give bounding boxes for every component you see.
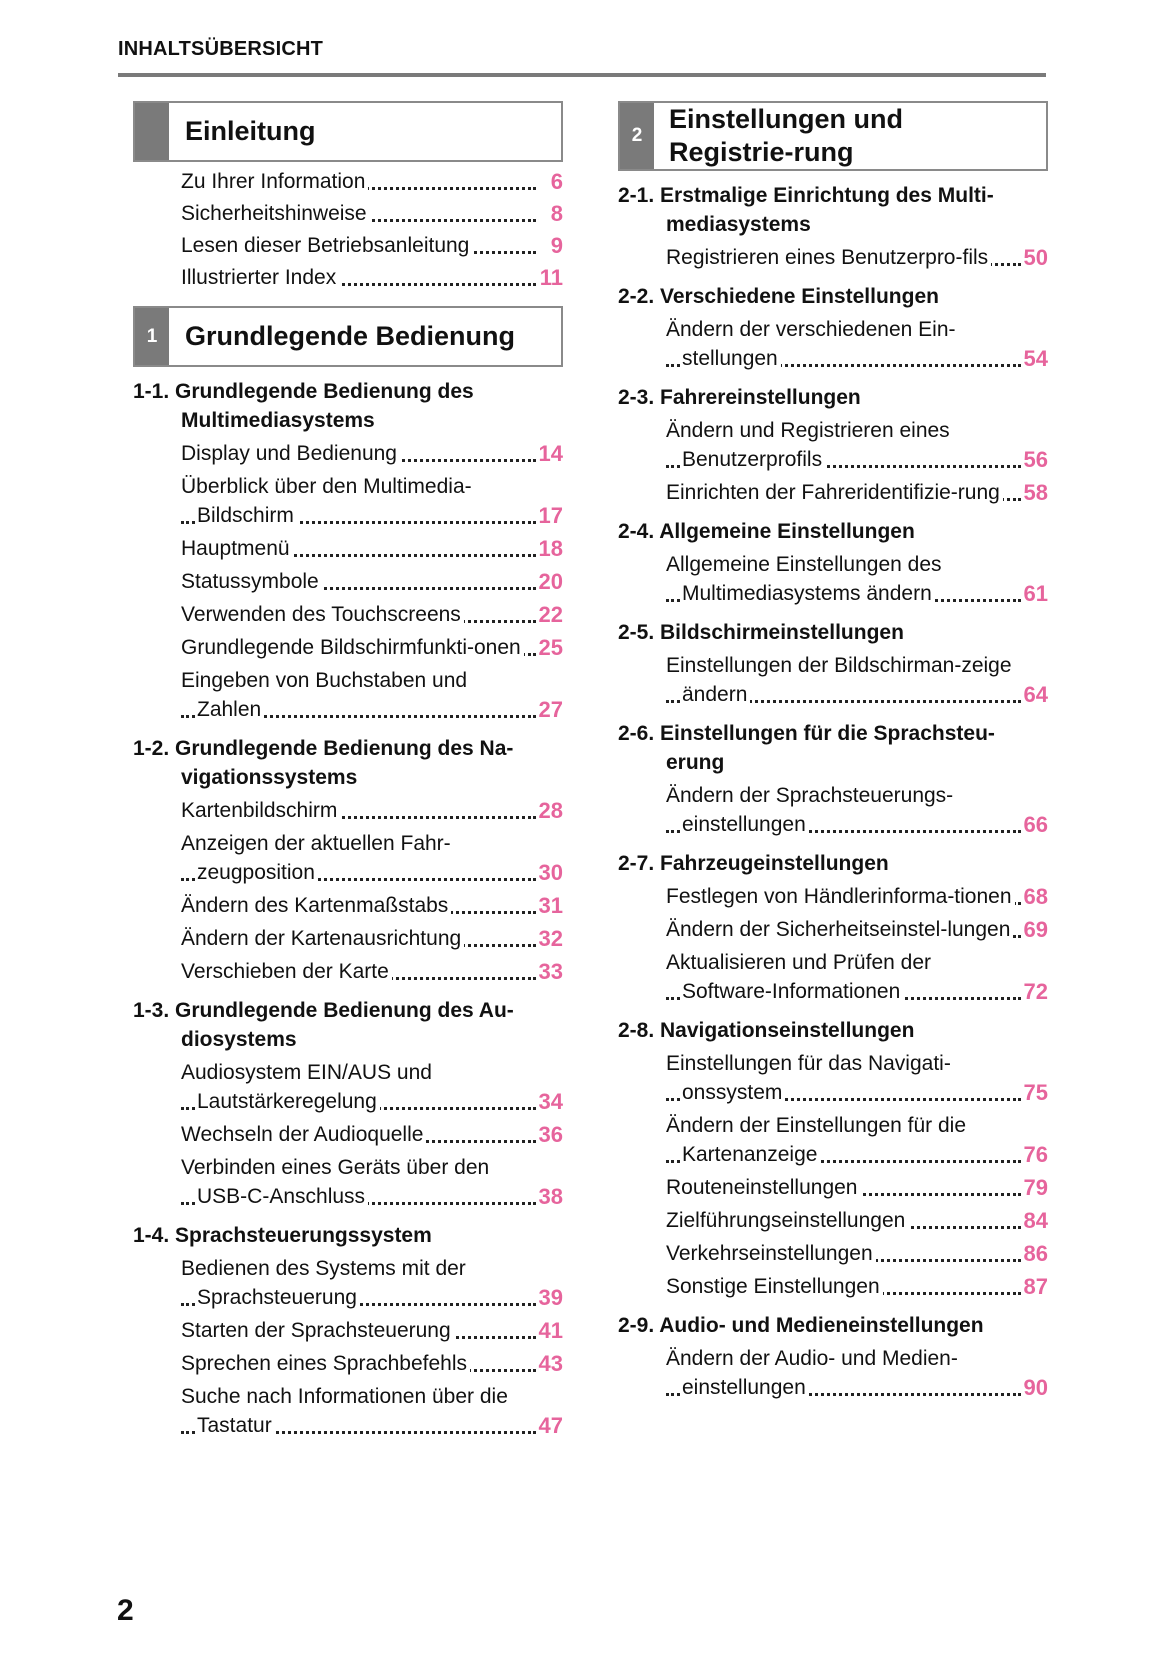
entry-label: Einstellungen der Bildschirman-zeige ändern bbox=[666, 654, 1012, 706]
page-link[interactable]: 38 bbox=[538, 1184, 563, 1209]
entry-label: Ändern der Kartenausrichtung bbox=[181, 927, 464, 950]
page-link[interactable]: 36 bbox=[538, 1122, 563, 1147]
page-link[interactable]: 79 bbox=[1023, 1175, 1048, 1200]
section-2-1 bbox=[618, 181, 1048, 272]
page-link[interactable]: 31 bbox=[538, 893, 563, 918]
page-link[interactable]: 33 bbox=[538, 959, 563, 984]
toc-entry[interactable] bbox=[133, 1316, 563, 1345]
toc-entry[interactable] bbox=[618, 948, 1048, 1006]
toc-entry[interactable] bbox=[618, 315, 1048, 373]
chapter-heading-1[interactable] bbox=[133, 306, 563, 367]
section-1-4 bbox=[133, 1221, 563, 1440]
toc-entry[interactable] bbox=[618, 550, 1048, 608]
toc-entry[interactable] bbox=[133, 167, 563, 196]
entry-label: Sonstige Einstellungen bbox=[666, 1275, 883, 1298]
entry-label: Verbinden eines Geräts über den USB-C-Anschluss bbox=[181, 1156, 490, 1208]
toc-entry[interactable] bbox=[618, 1272, 1048, 1301]
toc-entry[interactable] bbox=[618, 781, 1048, 839]
section-2-4 bbox=[618, 517, 1048, 608]
section-title[interactable]: 1-4. Sprachsteuerungssystem bbox=[133, 1224, 432, 1247]
toc-entry[interactable] bbox=[618, 1344, 1048, 1402]
toc-entry[interactable] bbox=[133, 199, 563, 228]
page-link[interactable]: 32 bbox=[538, 926, 563, 951]
page-link[interactable]: 20 bbox=[538, 569, 563, 594]
left-column bbox=[133, 101, 563, 1440]
section-title[interactable]: 1-3. Grundlegende Bedienung des Au-diosystems bbox=[133, 999, 514, 1051]
toc-entry[interactable] bbox=[133, 924, 563, 953]
section-2-5 bbox=[618, 618, 1048, 709]
toc-entry[interactable] bbox=[133, 633, 563, 662]
section-title[interactable]: 2-7. Fahrzeugeinstellungen bbox=[618, 852, 889, 875]
entry-label: Kartenbildschirm bbox=[181, 799, 340, 822]
page-header-title: INHALTSÜBERSICHT bbox=[118, 38, 324, 60]
entry-label: Zu Ihrer Information bbox=[181, 170, 368, 193]
entry-label: Wechseln der Audioquelle bbox=[181, 1123, 426, 1146]
toc-entry[interactable] bbox=[618, 478, 1048, 507]
page-link[interactable]: 84 bbox=[1023, 1208, 1048, 1233]
toc-entry[interactable] bbox=[133, 534, 563, 563]
page-link[interactable]: 28 bbox=[538, 798, 563, 823]
entry-label: Ändern der Audio- und Medien-einstellungen bbox=[666, 1347, 958, 1399]
toc-entry[interactable] bbox=[618, 1111, 1048, 1169]
entry-label: Statussymbole bbox=[181, 570, 322, 593]
page-link[interactable]: 75 bbox=[1023, 1080, 1048, 1105]
section-title[interactable]: 2-5. Bildschirmeinstellungen bbox=[618, 621, 904, 644]
page-link[interactable]: 8 bbox=[550, 201, 563, 226]
entry-label: Ändern des Kartenmaßstabs bbox=[181, 894, 451, 917]
toc-entry[interactable] bbox=[618, 1173, 1048, 1202]
header-rule bbox=[118, 73, 1046, 77]
toc-entry[interactable] bbox=[133, 1058, 563, 1116]
entry-label: Starten der Sprachsteuerung bbox=[181, 1319, 454, 1342]
page-link[interactable]: 34 bbox=[538, 1089, 563, 1114]
page-link[interactable]: 56 bbox=[1023, 447, 1048, 472]
chapter-title: Einstellungen und Registrie-rung bbox=[669, 104, 903, 167]
entry-label: Ändern der Sprachsteuerungs-einstellungen bbox=[666, 784, 954, 836]
entry-label: Sicherheitshinweise bbox=[181, 202, 370, 225]
page-link[interactable]: 27 bbox=[538, 697, 563, 722]
toc-entry[interactable] bbox=[133, 957, 563, 986]
chapter-title: Einleitung bbox=[185, 116, 316, 146]
page-link[interactable]: 90 bbox=[1023, 1375, 1048, 1400]
entry-label: Audiosystem EIN/AUS und Lautstärkeregelung bbox=[181, 1061, 432, 1113]
entry-label: Überblick über den Multimedia-Bildschirm bbox=[181, 475, 472, 527]
section-title[interactable]: 2-8. Navigationseinstellungen bbox=[618, 1019, 915, 1042]
entry-label: Einstellungen für das Navigati-onssystem bbox=[666, 1052, 951, 1104]
entry-label: Suche nach Informationen über die Tastatur bbox=[181, 1385, 508, 1437]
entry-label: Allgemeine Einstellungen des Multimediasystems ändern bbox=[666, 553, 942, 605]
page-link[interactable]: 87 bbox=[1023, 1274, 1048, 1299]
toc-entry[interactable] bbox=[133, 439, 563, 468]
entry-label: Illustrierter Index bbox=[181, 266, 339, 289]
section-2-8 bbox=[618, 1016, 1048, 1301]
chapter-title: Grundlegende Bedienung bbox=[185, 321, 516, 351]
page-link[interactable]: 14 bbox=[538, 441, 563, 466]
page-link[interactable]: 22 bbox=[538, 602, 563, 627]
toc-entry[interactable] bbox=[618, 416, 1048, 474]
page-link[interactable]: 41 bbox=[538, 1318, 563, 1343]
page-link[interactable]: 61 bbox=[1023, 581, 1048, 606]
toc-entry[interactable] bbox=[133, 600, 563, 629]
toc-entry[interactable] bbox=[618, 243, 1048, 272]
section-2-6 bbox=[618, 719, 1048, 839]
section-title[interactable]: 2-9. Audio- und Medieneinstellungen bbox=[618, 1314, 984, 1337]
page-link[interactable]: 64 bbox=[1023, 682, 1048, 707]
entry-label: Ändern der verschiedenen Ein-stellungen bbox=[666, 318, 956, 370]
page-link[interactable]: 86 bbox=[1023, 1241, 1048, 1266]
page-link[interactable]: 25 bbox=[538, 635, 563, 660]
toc-entry[interactable] bbox=[133, 1382, 563, 1440]
entry-label: Ändern der Sicherheitseinstel-lungen bbox=[666, 918, 1013, 941]
toc-entry[interactable] bbox=[618, 915, 1048, 944]
entry-label: Anzeigen der aktuellen Fahr-zeugposition bbox=[181, 832, 451, 884]
toc-entry[interactable] bbox=[133, 829, 563, 887]
toc-entry[interactable] bbox=[618, 651, 1048, 709]
page-link[interactable]: 69 bbox=[1023, 917, 1048, 942]
entry-label: Bedienen des Systems mit der Sprachsteuerung bbox=[181, 1257, 466, 1309]
entry-label: Eingeben von Buchstaben und Zahlen bbox=[181, 669, 468, 721]
page-link[interactable]: 50 bbox=[1023, 245, 1048, 270]
page-link[interactable]: 30 bbox=[538, 860, 563, 885]
entry-label: Ändern und Registrieren eines Benutzerprofils bbox=[666, 419, 950, 471]
toc-entry[interactable] bbox=[133, 1349, 563, 1378]
entry-label: Hauptmenü bbox=[181, 537, 293, 560]
page-link[interactable]: 39 bbox=[538, 1285, 563, 1310]
section-title[interactable]: 1-1. Grundlegende Bedienung des Multimediasystems bbox=[133, 380, 474, 432]
section-title[interactable]: 2-4. Allgemeine Einstellungen bbox=[618, 520, 915, 543]
entry-label: Festlegen von Händlerinforma-tionen bbox=[666, 885, 1015, 908]
section-2-2 bbox=[618, 282, 1048, 373]
section-title[interactable]: 2-6. Einstellungen für die Sprachsteu-erung bbox=[618, 722, 995, 774]
chapter-tab bbox=[135, 103, 169, 160]
entry-label: Registrieren eines Benutzerpro-fils bbox=[666, 246, 991, 269]
toc-entry[interactable] bbox=[133, 263, 563, 292]
toc-entry[interactable] bbox=[133, 1254, 563, 1312]
toc-entry[interactable] bbox=[133, 472, 563, 530]
toc-entry[interactable] bbox=[618, 1239, 1048, 1268]
toc-entry[interactable] bbox=[133, 666, 563, 724]
entry-label: Display und Bedienung bbox=[181, 442, 400, 465]
page-link[interactable]: 9 bbox=[550, 233, 563, 258]
entry-label: Ändern der Einstellungen für die Kartenanzeige bbox=[666, 1114, 967, 1166]
chapter-heading-intro[interactable] bbox=[133, 101, 563, 162]
entry-label: Verkehrseinstellungen bbox=[666, 1242, 876, 1265]
page-link[interactable]: 76 bbox=[1023, 1142, 1048, 1167]
entry-label: Verschieben der Karte bbox=[181, 960, 392, 983]
toc-entry[interactable] bbox=[133, 1120, 563, 1149]
page-link[interactable]: 47 bbox=[538, 1413, 563, 1438]
page-link[interactable]: 66 bbox=[1023, 812, 1048, 837]
chapter-number: 1 bbox=[135, 308, 169, 365]
page-number: 2 bbox=[117, 1594, 134, 1627]
page-link[interactable]: 58 bbox=[1023, 480, 1048, 505]
section-2-9 bbox=[618, 1311, 1048, 1402]
section-title[interactable]: 2-2. Verschiedene Einstellungen bbox=[618, 285, 939, 308]
entry-label: Einrichten der Fahreridentifizie-rung bbox=[666, 481, 1003, 504]
toc-entry[interactable] bbox=[133, 231, 563, 260]
entry-label: Routeneinstellungen bbox=[666, 1176, 860, 1199]
entry-label: Verwenden des Touchscreens bbox=[181, 603, 464, 626]
section-1-2 bbox=[133, 734, 563, 986]
page-link[interactable]: 17 bbox=[538, 503, 563, 528]
toc-entry[interactable] bbox=[618, 882, 1048, 911]
section-2-7 bbox=[618, 849, 1048, 1006]
entry-label: Aktualisieren und Prüfen der Software-Informationen bbox=[666, 951, 931, 1003]
chapter-heading-2[interactable] bbox=[618, 101, 1048, 171]
page-link[interactable]: 68 bbox=[1023, 884, 1048, 909]
intro-entries bbox=[133, 162, 563, 292]
toc-entry[interactable] bbox=[133, 796, 563, 825]
section-title[interactable]: 2-1. Erstmalige Einrichtung des Multi-mediasystems bbox=[618, 184, 994, 236]
page-link[interactable]: 54 bbox=[1023, 346, 1048, 371]
page-link[interactable]: 43 bbox=[538, 1351, 563, 1376]
section-title[interactable]: 1-2. Grundlegende Bedienung des Na-vigationssystems bbox=[133, 737, 514, 789]
toc-entry[interactable] bbox=[133, 1153, 563, 1211]
section-2-3 bbox=[618, 383, 1048, 507]
toc-entry[interactable] bbox=[133, 891, 563, 920]
entry-label: Lesen dieser Betriebsanleitung bbox=[181, 234, 472, 257]
entry-label: Sprechen eines Sprachbefehls bbox=[181, 1352, 470, 1375]
chapter-number: 2 bbox=[620, 103, 654, 169]
toc-entry[interactable] bbox=[133, 567, 563, 596]
entry-label: Zielführungseinstellungen bbox=[666, 1209, 908, 1232]
section-1-3 bbox=[133, 996, 563, 1211]
toc-entry[interactable] bbox=[618, 1206, 1048, 1235]
entry-label: Grundlegende Bildschirmfunkti-onen bbox=[181, 636, 524, 659]
page-link[interactable]: 72 bbox=[1023, 979, 1048, 1004]
page-link[interactable]: 11 bbox=[539, 265, 563, 290]
page-link[interactable]: 6 bbox=[550, 169, 563, 194]
right-column bbox=[618, 101, 1048, 1402]
toc-entry[interactable] bbox=[618, 1049, 1048, 1107]
section-1-1 bbox=[133, 377, 563, 724]
section-title[interactable]: 2-3. Fahrereinstellungen bbox=[618, 386, 861, 409]
page-link[interactable]: 18 bbox=[538, 536, 563, 561]
